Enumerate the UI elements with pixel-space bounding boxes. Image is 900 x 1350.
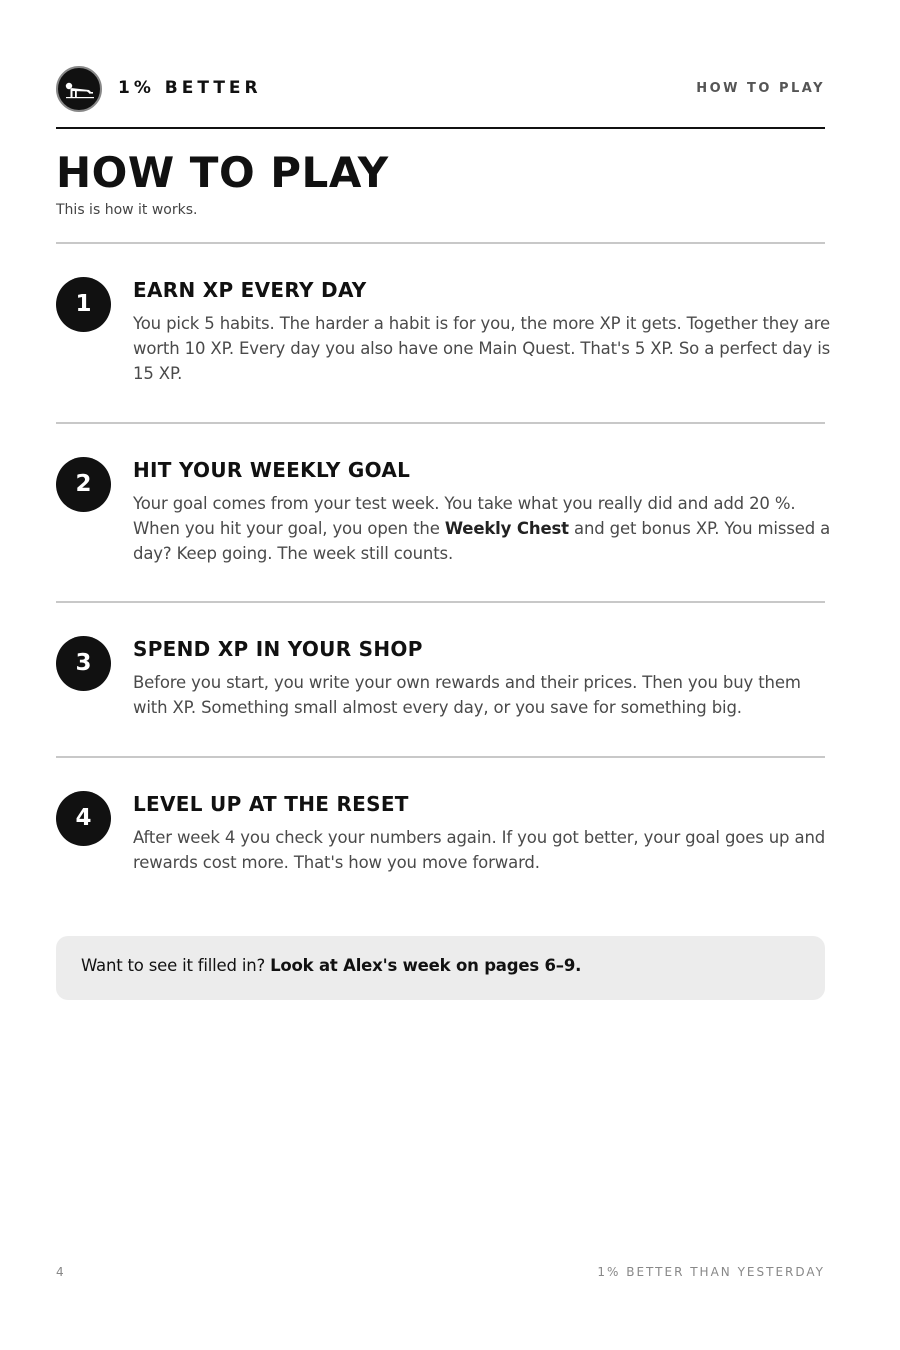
header <box>56 66 825 114</box>
brand-name: 1% BETTER <box>118 78 262 98</box>
divider <box>56 422 825 424</box>
step-content <box>133 636 833 720</box>
step-content <box>133 791 833 875</box>
footer-tagline: 1% BETTER THAN YESTERDAY <box>597 1265 825 1279</box>
step-text-part: Your goal comes from your test week. You take what you really did and add 20 %. When you hit your goal, you open the <box>133 494 796 538</box>
divider <box>56 242 825 244</box>
step-text-part: and get bonus XP. You missed a day? Keep going. The week still counts. <box>133 519 831 563</box>
step-number-badge: 2 <box>56 457 111 512</box>
step-description: You pick 5 habits. The harder a habit is for you, the more XP it gets. Together they are worth 10 XP. Every day you also have one Main Quest. That's 5 XP. So a perfect day is 15 XP. <box>133 314 831 383</box>
page <box>56 0 831 1350</box>
callout-reference: Look at Alex's week on pages 6–9. <box>270 956 582 975</box>
step-number-badge: 4 <box>56 791 111 846</box>
page-subtitle: This is how it works. <box>56 202 198 218</box>
step-title: HIT YOUR WEEKLY GOAL <box>133 458 411 482</box>
pushup-figure-icon <box>56 66 102 112</box>
callout-text: Want to see it filled in? <box>81 956 271 975</box>
step-number-badge: 1 <box>56 277 111 332</box>
weekly-chest-term: Weekly Chest <box>444 519 569 538</box>
divider <box>56 756 825 758</box>
step-description: Before you start, you write your own rewards and their prices. Then you buy them with XP. Something small almost every day, or you save for something big. <box>133 673 801 717</box>
example-callout <box>56 936 825 1000</box>
step-description <box>133 491 833 566</box>
page-title: HOW TO PLAY <box>56 148 389 197</box>
header-section-label: HOW TO PLAY <box>696 81 825 96</box>
divider <box>56 601 825 603</box>
page-number: 4 <box>56 1265 64 1279</box>
step-number-badge: 3 <box>56 636 111 691</box>
step-title: LEVEL UP AT THE RESET <box>133 792 409 816</box>
step-title: SPEND XP IN YOUR SHOP <box>133 637 423 661</box>
step-title: EARN XP EVERY DAY <box>133 278 367 302</box>
header-divider <box>56 127 825 129</box>
step-content <box>133 457 833 566</box>
step-content <box>133 277 833 386</box>
step-description: After week 4 you check your numbers again. If you got better, your goal goes up and rewards cost more. That's how you move forward. <box>133 828 826 872</box>
